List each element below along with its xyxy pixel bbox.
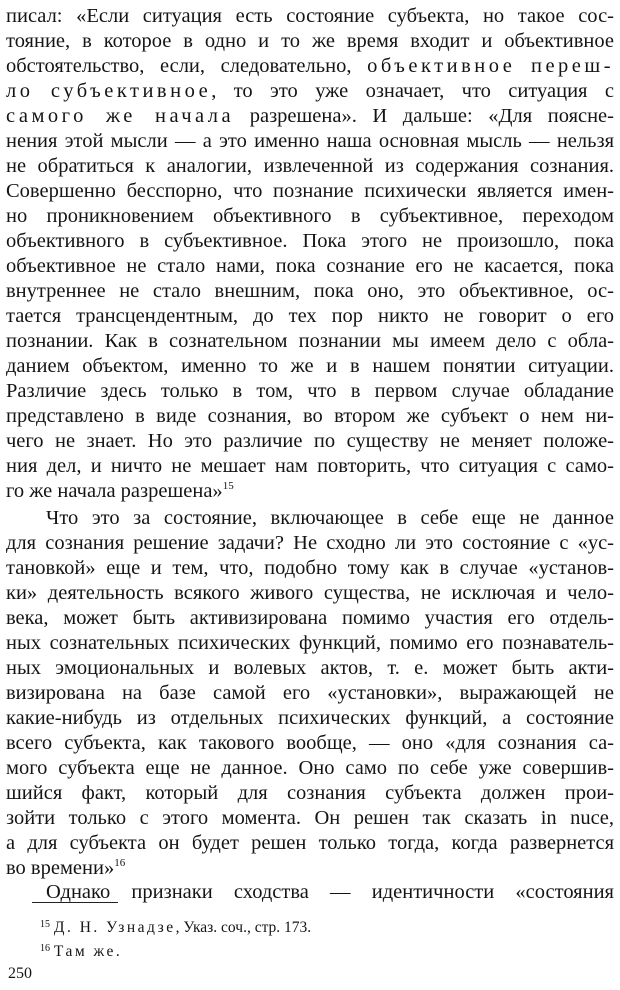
spaced-word: субъективное bbox=[50, 80, 212, 102]
text-line: визирована на базе самой его «установки», выражающей не bbox=[6, 682, 614, 704]
spaced-word: ло bbox=[6, 80, 34, 102]
text-line: Однако признаки сходства — идентичности «состояния bbox=[46, 881, 614, 903]
text-line: объективного в субъективное. Пока этого не произошло, пока bbox=[6, 230, 614, 252]
text-line: го же начала разрешена»$^{15}$ bbox=[6, 480, 234, 502]
text-line: внутреннее не стало внешним, пока оно, это объективное, ос- bbox=[6, 280, 614, 302]
text-line: объективное не стало нами, пока сознание его не касается, пока bbox=[6, 255, 614, 277]
spaced-word: объективное bbox=[367, 55, 516, 77]
text-line: тояние, в которое в одно и то же время входит и объективное bbox=[6, 30, 614, 52]
text-line: века, может быть активизирована помимо участия его отдель- bbox=[6, 607, 614, 629]
footnote-divider bbox=[32, 902, 118, 903]
text-line: во времени»$^{16}$ bbox=[6, 857, 126, 879]
text-line: мого субъекта еще не данное. Оно само по себе уже совершив- bbox=[6, 757, 614, 779]
footnote-ref: 16 bbox=[114, 857, 126, 869]
text-line: шийся факт, который для сознания субъекта должен прои- bbox=[6, 782, 614, 804]
text-line: Различие здесь только в том, что в первом случае обладание bbox=[6, 380, 614, 402]
text-line: данием объектом, именно то же и в нашем понятии ситуации. bbox=[6, 355, 614, 377]
text-line: ных эмоциональных и волевых актов, т. е. может быть акти- bbox=[6, 657, 614, 679]
footnote-ref: 15 bbox=[222, 480, 234, 492]
text-line: обстоятельство, если, следовательно, объективное переш- bbox=[6, 55, 615, 77]
text-line: нения этой мысли — а это именно наша основная мысль — нельзя bbox=[6, 130, 614, 152]
text-line: а для субъекта он будет решен только тогда, когда развернется bbox=[6, 832, 614, 854]
text-line: тается трансцендентным, до тех пор никто не говорит о его bbox=[6, 305, 614, 327]
text-line: Совершенно бесспорно, что познание психически является имен- bbox=[6, 180, 614, 202]
footnote: $^{15}$ Д. Н. Узнадзе, Указ. соч., стр. 173. bbox=[40, 919, 312, 936]
text-line: тановкой» еще и тем, что, подобно тому как в случае «установ- bbox=[6, 557, 614, 579]
text-line: не обратиться к аналогии, извлеченной из содержания сознания. bbox=[6, 155, 614, 177]
text-line: чего не знает. Но это различие по существу не меняет положе- bbox=[6, 430, 614, 452]
text-line: для сознания решение задачи? Не сходно ли это состояние с «ус- bbox=[6, 532, 614, 554]
text-line: но проникновением объективного в субъективное, переходом bbox=[6, 205, 614, 227]
spaced-word: переш- bbox=[530, 55, 615, 77]
text-line: ло субъективное, то это уже означает, что ситуация с bbox=[6, 80, 614, 102]
text-line: познании. Как в сознательном познании мы имеем дело с обла- bbox=[6, 330, 614, 352]
spaced-word: самого же начала bbox=[6, 105, 235, 127]
text-line: зойти только с этого момента. Он решен так сказать in nuce, bbox=[6, 807, 614, 829]
text-line: ки» деятельность всякого живого существа, не исключая и чело- bbox=[6, 582, 614, 604]
page-number: 250 bbox=[8, 965, 32, 982]
text-line: ных сознательных психических функций, помимо его познаватель- bbox=[6, 632, 614, 654]
text-line: самого же начала разрешена». И дальше: «Для поясне- bbox=[6, 105, 614, 127]
text-line: какие-нибудь из отдельных психических функций, а состояние bbox=[6, 707, 614, 729]
footnote: $^{16}$ Там же. bbox=[40, 943, 120, 960]
text-line: всего субъекта, как такового вообще, — оно «для сознания са- bbox=[6, 732, 614, 754]
text-line: представлено в виде сознания, во втором же субъект о нем ни- bbox=[6, 405, 614, 427]
text-line: писал: «Если ситуация есть состояние субъекта, но такое сос- bbox=[6, 5, 614, 27]
text-line: ния дел, и ничто не мешает нам повторить, что ситуация с само- bbox=[6, 455, 614, 477]
text-line: Что это за состояние, включающее в себе еще не данное bbox=[46, 507, 614, 529]
